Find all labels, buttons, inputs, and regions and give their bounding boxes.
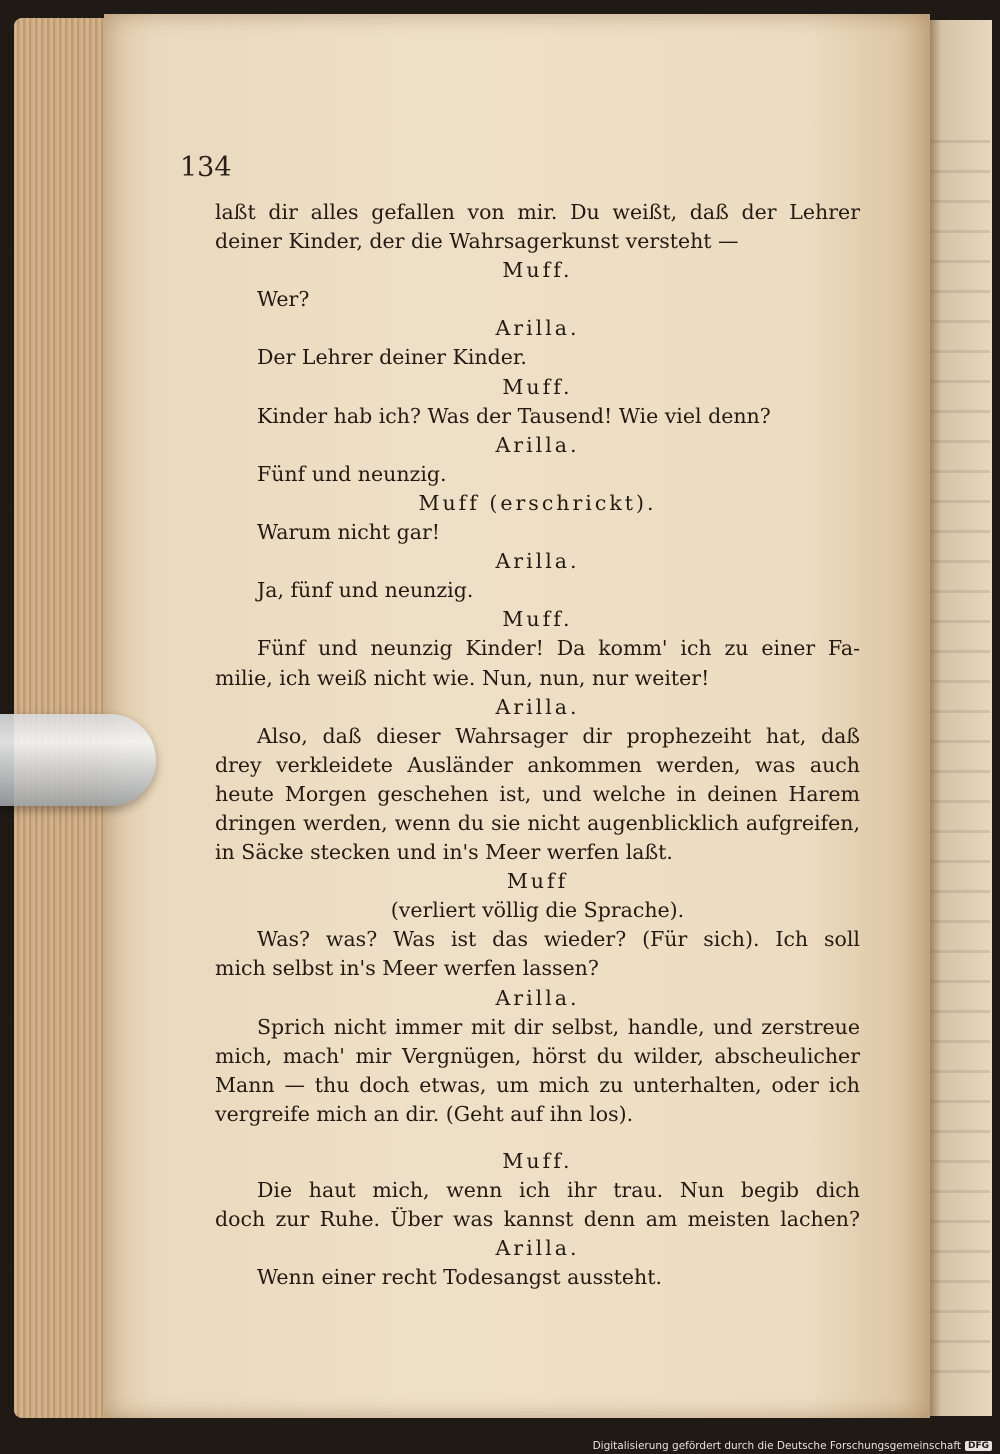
ghost-line xyxy=(930,800,990,803)
speaker-name: Muff. xyxy=(502,374,573,399)
text-line: heute Morgen geschehen ist, und welche in deinen Harem xyxy=(215,781,860,806)
text-line: in Säcke stecken und in's Meer werfen laßt. xyxy=(215,840,673,865)
footer-text: Digitalisierung gefördert durch die Deutsche Forschungsgemeinschaft xyxy=(592,1440,961,1452)
text-line: Wenn einer recht Todesangst aussteht. xyxy=(257,1265,662,1290)
ghost-line xyxy=(930,740,990,743)
text-line: Der Lehrer deiner Kinder. xyxy=(257,345,527,370)
text-line: dringen werden, wenn du sie nicht augenblicklich aufgreifen, xyxy=(215,810,860,835)
ghost-line xyxy=(930,620,990,623)
ghost-line xyxy=(930,560,990,563)
text-line: Fünf und neunzig Kinder! Da komm' ich zu einer Fa- xyxy=(257,636,860,661)
ghost-line xyxy=(930,320,990,323)
ghost-line xyxy=(930,200,990,203)
ghost-line xyxy=(930,1280,990,1283)
ghost-line xyxy=(930,1010,990,1013)
ghost-line xyxy=(930,350,990,353)
text-line: Kinder hab ich? Was der Tausend! Wie viel denn? xyxy=(257,403,771,428)
speaker-name: Arilla. xyxy=(495,316,580,341)
speaker-name: Arilla. xyxy=(495,549,580,574)
ghost-line xyxy=(930,1310,990,1313)
ghost-line xyxy=(930,290,990,293)
text-line: drey verkleidete Ausländer ankommen werden, was auch xyxy=(215,752,860,777)
text-line: Ja, fünf und neunzig. xyxy=(257,578,474,603)
ghost-line xyxy=(930,380,990,383)
page-number: 134 xyxy=(180,152,232,183)
ghost-line xyxy=(930,170,990,173)
dfg-logo: DFG xyxy=(965,1441,992,1451)
ghost-line xyxy=(930,920,990,923)
ghost-line xyxy=(930,1130,990,1133)
ghost-line xyxy=(930,710,990,713)
stage-direction: (verliert völlig die Sprache). xyxy=(390,898,685,923)
speaker-name: Arilla. xyxy=(495,1236,580,1261)
ghost-line xyxy=(930,1070,990,1073)
opposite-page-edge xyxy=(930,20,992,1416)
text-line: doch zur Ruhe. Über was kannst denn am meisten lachen? xyxy=(215,1207,860,1232)
text-line: laßt dir alles gefallen von mir. Du weißt, daß der Lehrer xyxy=(215,200,860,224)
ghost-line xyxy=(930,500,990,503)
text-line: Warum nicht gar! xyxy=(257,520,441,545)
text-line: Also, daß dieser Wahrsager dir prophezeiht hat, daß xyxy=(257,723,860,748)
text-line: Was? was? Was ist das wieder? (Für sich). Ich soll xyxy=(257,927,860,952)
ghost-line xyxy=(930,410,990,413)
ghost-line xyxy=(930,1220,990,1223)
ghost-line xyxy=(930,1370,990,1373)
ghost-line xyxy=(930,590,990,593)
text-line: vergreife mich an dir. (Geht auf ihn los). xyxy=(215,1101,634,1126)
text-line: mich, mach' mir Vergnügen, hörst du wilder, abscheulicher xyxy=(215,1043,860,1068)
text-line: Die haut mich, wenn ich ihr trau. Nun begib dich xyxy=(257,1178,860,1203)
ghost-line xyxy=(930,1250,990,1253)
page-text xyxy=(215,198,865,1292)
ghost-line xyxy=(930,530,990,533)
speaker-name: Muff. xyxy=(502,258,573,283)
ghost-line xyxy=(930,680,990,683)
text-line: milie, ich weiß nicht wie. Nun, nun, nur weiter! xyxy=(215,665,710,690)
ghost-line xyxy=(930,230,990,233)
ghost-line xyxy=(930,950,990,953)
text-line: deiner Kinder, der die Wahrsagerkunst versteht — xyxy=(215,229,739,254)
text-line: Sprich nicht immer mit dir selbst, handle, und zerstreue xyxy=(257,1014,860,1039)
ghost-line xyxy=(930,440,990,443)
ghost-line xyxy=(930,1190,990,1193)
ghost-line xyxy=(930,470,990,473)
ghost-line xyxy=(930,1160,990,1163)
text-line: Mann — thu doch etwas, um mich zu unterhalten, oder ich xyxy=(215,1072,860,1097)
text-line: Fünf und neunzig. xyxy=(257,461,447,486)
ghost-line xyxy=(930,140,990,143)
speaker-name: Muff. xyxy=(502,1149,573,1173)
ghost-line xyxy=(930,650,990,653)
ghost-line xyxy=(930,830,990,833)
ghost-line xyxy=(930,1100,990,1103)
speaker-name: Muff (erschrickt). xyxy=(418,490,657,515)
footer-credit xyxy=(593,1440,992,1452)
speaker-name: Arilla. xyxy=(495,694,580,719)
speaker-name: Muff xyxy=(506,869,569,894)
text-line: Wer? xyxy=(257,287,310,312)
scanner-clip xyxy=(0,714,156,806)
ghost-line xyxy=(930,1040,990,1043)
ghost-line xyxy=(930,260,990,263)
speaker-name: Arilla. xyxy=(495,432,580,457)
speaker-name: Arilla. xyxy=(495,985,580,1010)
speaker-name: Muff. xyxy=(502,607,573,632)
ghost-line xyxy=(930,890,990,893)
ghost-line xyxy=(930,860,990,863)
ghost-line xyxy=(930,1340,990,1343)
ghost-line xyxy=(930,980,990,983)
line-gap xyxy=(215,1129,865,1147)
text-line: mich selbst in's Meer werfen lassen? xyxy=(215,956,599,981)
ghost-line xyxy=(930,770,990,773)
